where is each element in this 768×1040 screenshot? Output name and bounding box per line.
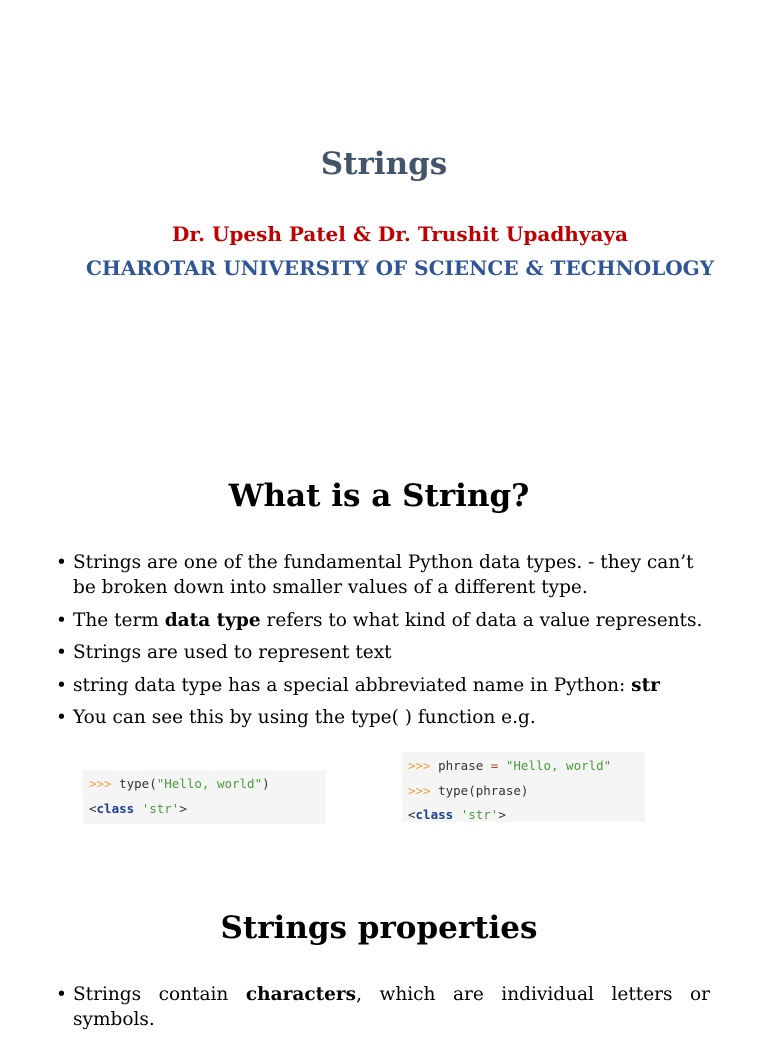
code-keyword: class (96, 800, 135, 816)
bullet-text: string data type has a special abbreviated name in Python: (73, 674, 632, 696)
bullet-text: Strings are used to represent text (73, 642, 392, 663)
code-text: type(phrase) (430, 782, 529, 798)
title-slide (0, 0, 768, 440)
bullet-item (56, 608, 716, 633)
bullet-list (56, 550, 716, 738)
bullet-bold-term: str (631, 674, 660, 696)
code-string: 'str' (453, 807, 499, 822)
university-line: CHAROTAR UNIVERSITY OF SCIENCE & TECHNOLOGY (85, 256, 715, 280)
code-snippet-type-variable (402, 752, 645, 822)
code-text: phrase (430, 758, 491, 773)
properties-bullet-list (56, 982, 710, 1040)
code-text: type( (111, 776, 157, 791)
bullet-text: refers to what kind of data a value represents. (260, 609, 703, 631)
bullet-bold-term: data type (164, 609, 261, 631)
content-slide (0, 440, 768, 1030)
code-prompt: >>> (408, 758, 431, 773)
bullet-bold-term: characters (245, 984, 357, 1005)
bullet-text: The term (73, 609, 165, 631)
bullet-item (56, 640, 716, 665)
code-line (408, 754, 645, 779)
code-string: 'str' (134, 800, 180, 816)
slide-title: Strings (320, 146, 448, 182)
code-text: < (89, 800, 97, 816)
code-string: "Hello, world" (498, 758, 612, 773)
bullet-item (56, 550, 716, 600)
what-is-string-heading: What is a String? (228, 478, 530, 514)
code-snippet-type-literal (83, 770, 326, 824)
code-string: "Hello, world" (156, 776, 263, 791)
bullet-text: Strings contain (73, 984, 246, 1005)
code-line (408, 779, 645, 804)
code-keyword: class (415, 807, 454, 822)
bullet-text: , which are individual letters or symbols. (73, 984, 711, 1030)
bullet-text: Strings are one of the fundamental Python data types. - they can’t be broken down into smaller values of a different type. (73, 552, 694, 598)
code-line (89, 772, 326, 797)
strings-properties-heading: Strings properties (220, 910, 538, 946)
bullet-text: You can see this by using the type( ) function e.g. (73, 707, 536, 728)
code-text: < (408, 807, 416, 822)
code-operator: = (490, 758, 499, 773)
code-prompt: >>> (89, 776, 112, 791)
bullet-item (56, 982, 710, 1032)
code-text: > (179, 800, 187, 816)
bullet-item (56, 673, 716, 698)
code-text: ) (262, 776, 270, 791)
authors-line: Dr. Upesh Patel & Dr. Trushit Upadhyaya (171, 222, 629, 246)
code-line (408, 803, 645, 828)
code-prompt: >>> (408, 782, 431, 798)
code-line (89, 797, 326, 822)
bullet-item (56, 705, 716, 730)
code-text: > (498, 807, 506, 822)
